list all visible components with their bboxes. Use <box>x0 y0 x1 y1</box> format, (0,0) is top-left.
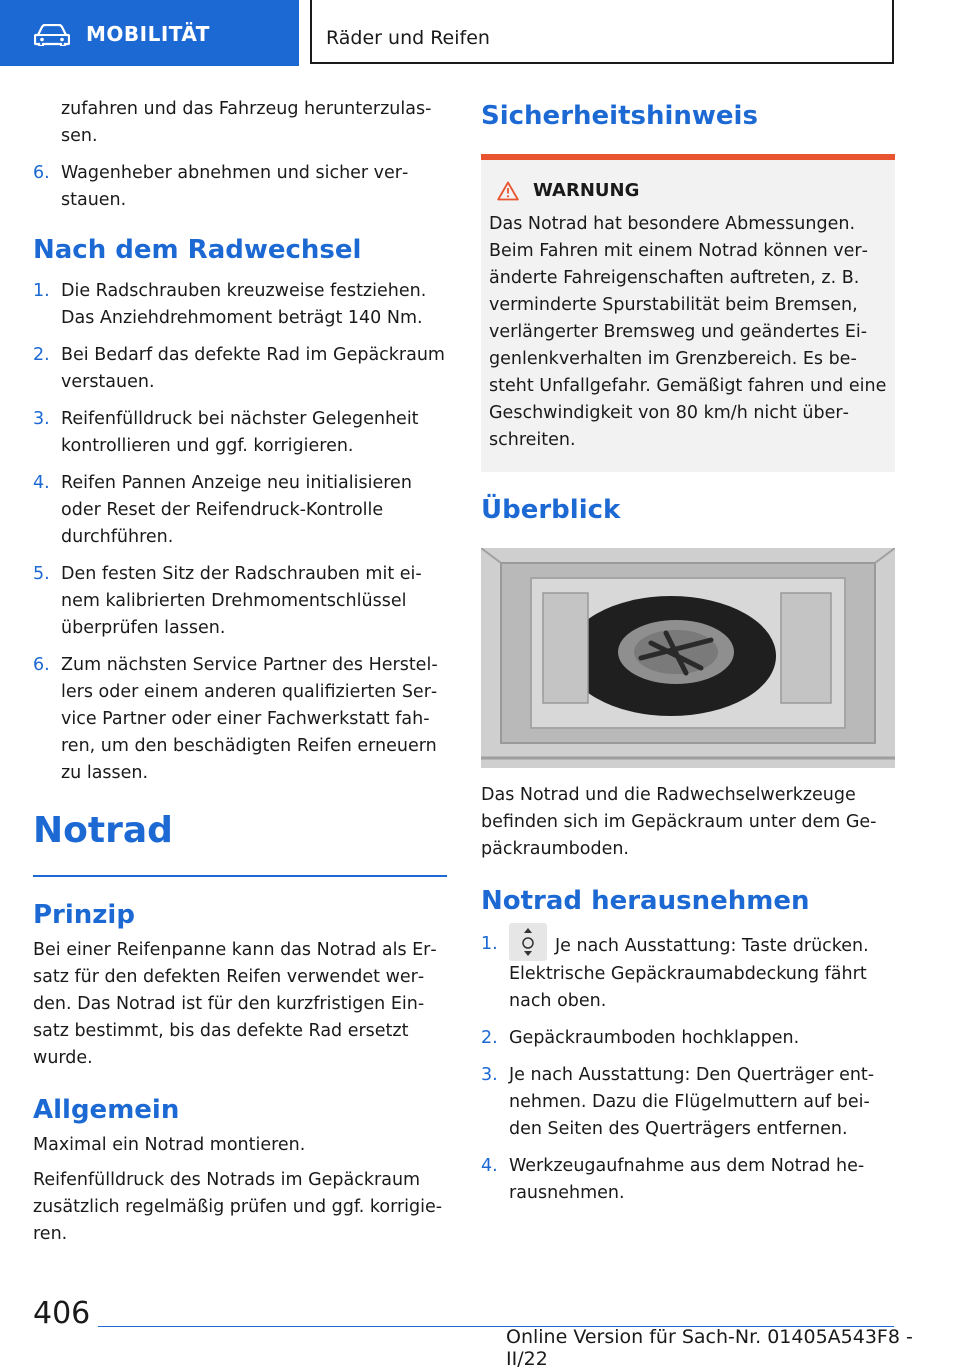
allgemein-text-2: Reifenfülldruck des Notrads im Gepäckraum zusätzlich regelmäßig prüfen und ggf. korrigieren. <box>33 1170 443 1244</box>
list-item <box>33 160 447 214</box>
car-icon <box>34 24 70 46</box>
step-number: 2. <box>33 345 50 365</box>
step-text: Wagenheber abnehmen und sicher verstauen. <box>61 163 409 210</box>
step-number: 5. <box>33 564 50 584</box>
list-item <box>33 561 447 642</box>
step-text: Gepäckraumboden hochklappen. <box>509 1028 800 1048</box>
warning-label: WARNUNG <box>533 180 640 201</box>
list-item <box>33 278 447 332</box>
remove-steps <box>481 931 895 1207</box>
subheading-allgemein: Allgemein <box>33 1095 180 1125</box>
list-item <box>481 1153 895 1207</box>
page-number: 406 <box>33 1296 91 1331</box>
prinzip-text: Bei einer Reifenpanne kann das Notrad als Ersatz für den defekten Reifen verwendet werden. Das Notrad ist für den kurzfristigen Einsatz bestimmt, bis das defekte Rad ersetzt wurde. <box>33 940 437 1068</box>
step-text: Die Radschrauben kreuzweise festziehen. Das Anziehdrehmoment beträgt 140 Nm. <box>61 281 427 328</box>
section-title: MOBILITÄT <box>86 22 210 46</box>
list-item <box>33 652 447 787</box>
step-number: 3. <box>481 1065 498 1085</box>
list-item <box>481 1062 895 1143</box>
step-number: 6. <box>33 163 50 183</box>
photo-caption: Das Notrad und die Radwechselwerkzeuge befinden sich im Gepäckraum unter dem Gepäckraumboden. <box>481 785 877 859</box>
chapter-title: Notrad <box>33 810 173 851</box>
step-text: Werkzeugaufnahme aus dem Notrad herausnehmen. <box>509 1156 865 1203</box>
step-text: Bei Bedarf das defekte Rad im Gepäckraum verstauen. <box>61 345 445 392</box>
warning-text: Das Notrad hat besondere Abmessungen. Beim Fahren mit einem Notrad können veränderte Fahreigenschaften auftreten, z. B. verminderte Spurstabilität beim Bremsen, verlängerter Bremsweg und geändertes Eigenlenkverhalten im Grenzbereich. Es besteht Unfallgefahr. Gemäßigt fahren und eine Geschwindigkeit von 80 km/h nicht überschreiten. <box>489 214 887 450</box>
continued-text: zufahren und das Fahrzeug herunterzulassen. <box>61 99 432 146</box>
section-tab <box>0 0 299 66</box>
section-heading-overview: Überblick <box>481 495 621 525</box>
trunk-button-icon <box>509 923 547 961</box>
step-number: 2. <box>481 1028 498 1048</box>
warning-header <box>497 180 887 201</box>
allgemein-text-1: Maximal ein Notrad montieren. <box>33 1135 306 1155</box>
left-column <box>33 96 447 1248</box>
step-text: Zum nächsten Service Partner des Herstellers oder einem anderen qualifizierten Service Partner oder einer Fachwerkstatt fahren, um den beschädigten Reifen erneuern zu lassen. <box>61 655 438 783</box>
after-change-steps <box>33 278 447 787</box>
step-number: 4. <box>481 1156 498 1176</box>
list-item <box>481 1025 895 1052</box>
step-number: 1. <box>33 281 50 301</box>
warning-box <box>481 154 895 472</box>
chapter-divider <box>33 875 447 877</box>
footer-text: Online Version für Sach-Nr. 01405A543F8 - II/22 <box>506 1326 913 1370</box>
step-text: Reifenfülldruck bei nächster Gelegenheit kontrollieren und ggf. korrigieren. <box>61 409 419 456</box>
right-column <box>481 96 895 1217</box>
step-text: Je nach Ausstattung: Taste drücken. Elektrische Gepäckraumabdeckung fährt nach oben. <box>509 936 869 1011</box>
section-heading-remove: Notrad herausnehmen <box>481 886 810 916</box>
step-number: 3. <box>33 409 50 429</box>
step-text: Den festen Sitz der Radschrauben mit einem kalibrierten Drehmomentschlüssel überprüfen lassen. <box>61 564 422 638</box>
list-item <box>33 470 447 551</box>
list-item <box>33 342 447 396</box>
step-list-continued <box>33 160 447 214</box>
topic-title: Räder und Reifen <box>326 27 490 49</box>
section-heading-safety: Sicherheitshinweis <box>481 101 758 131</box>
subheading-prinzip: Prinzip <box>33 900 135 930</box>
step-number: 4. <box>33 473 50 493</box>
step-text: Je nach Ausstattung: Den Querträger entnehmen. Dazu die Flügelmuttern auf beiden Seiten des Querträgers entfernen. <box>509 1065 875 1139</box>
topic-tab <box>310 0 894 64</box>
section-heading-after-change: Nach dem Radwechsel <box>33 235 362 265</box>
spare-wheel-photo <box>481 548 895 768</box>
step-number: 6. <box>33 655 50 675</box>
list-item <box>481 931 895 1015</box>
step-number: 1. <box>481 934 498 954</box>
warning-triangle-icon <box>497 181 519 201</box>
list-item <box>33 406 447 460</box>
step-text: Reifen Pannen Anzeige neu initialisieren oder Reset der Reifendruck-Kontrolle durchführen. <box>61 473 412 547</box>
